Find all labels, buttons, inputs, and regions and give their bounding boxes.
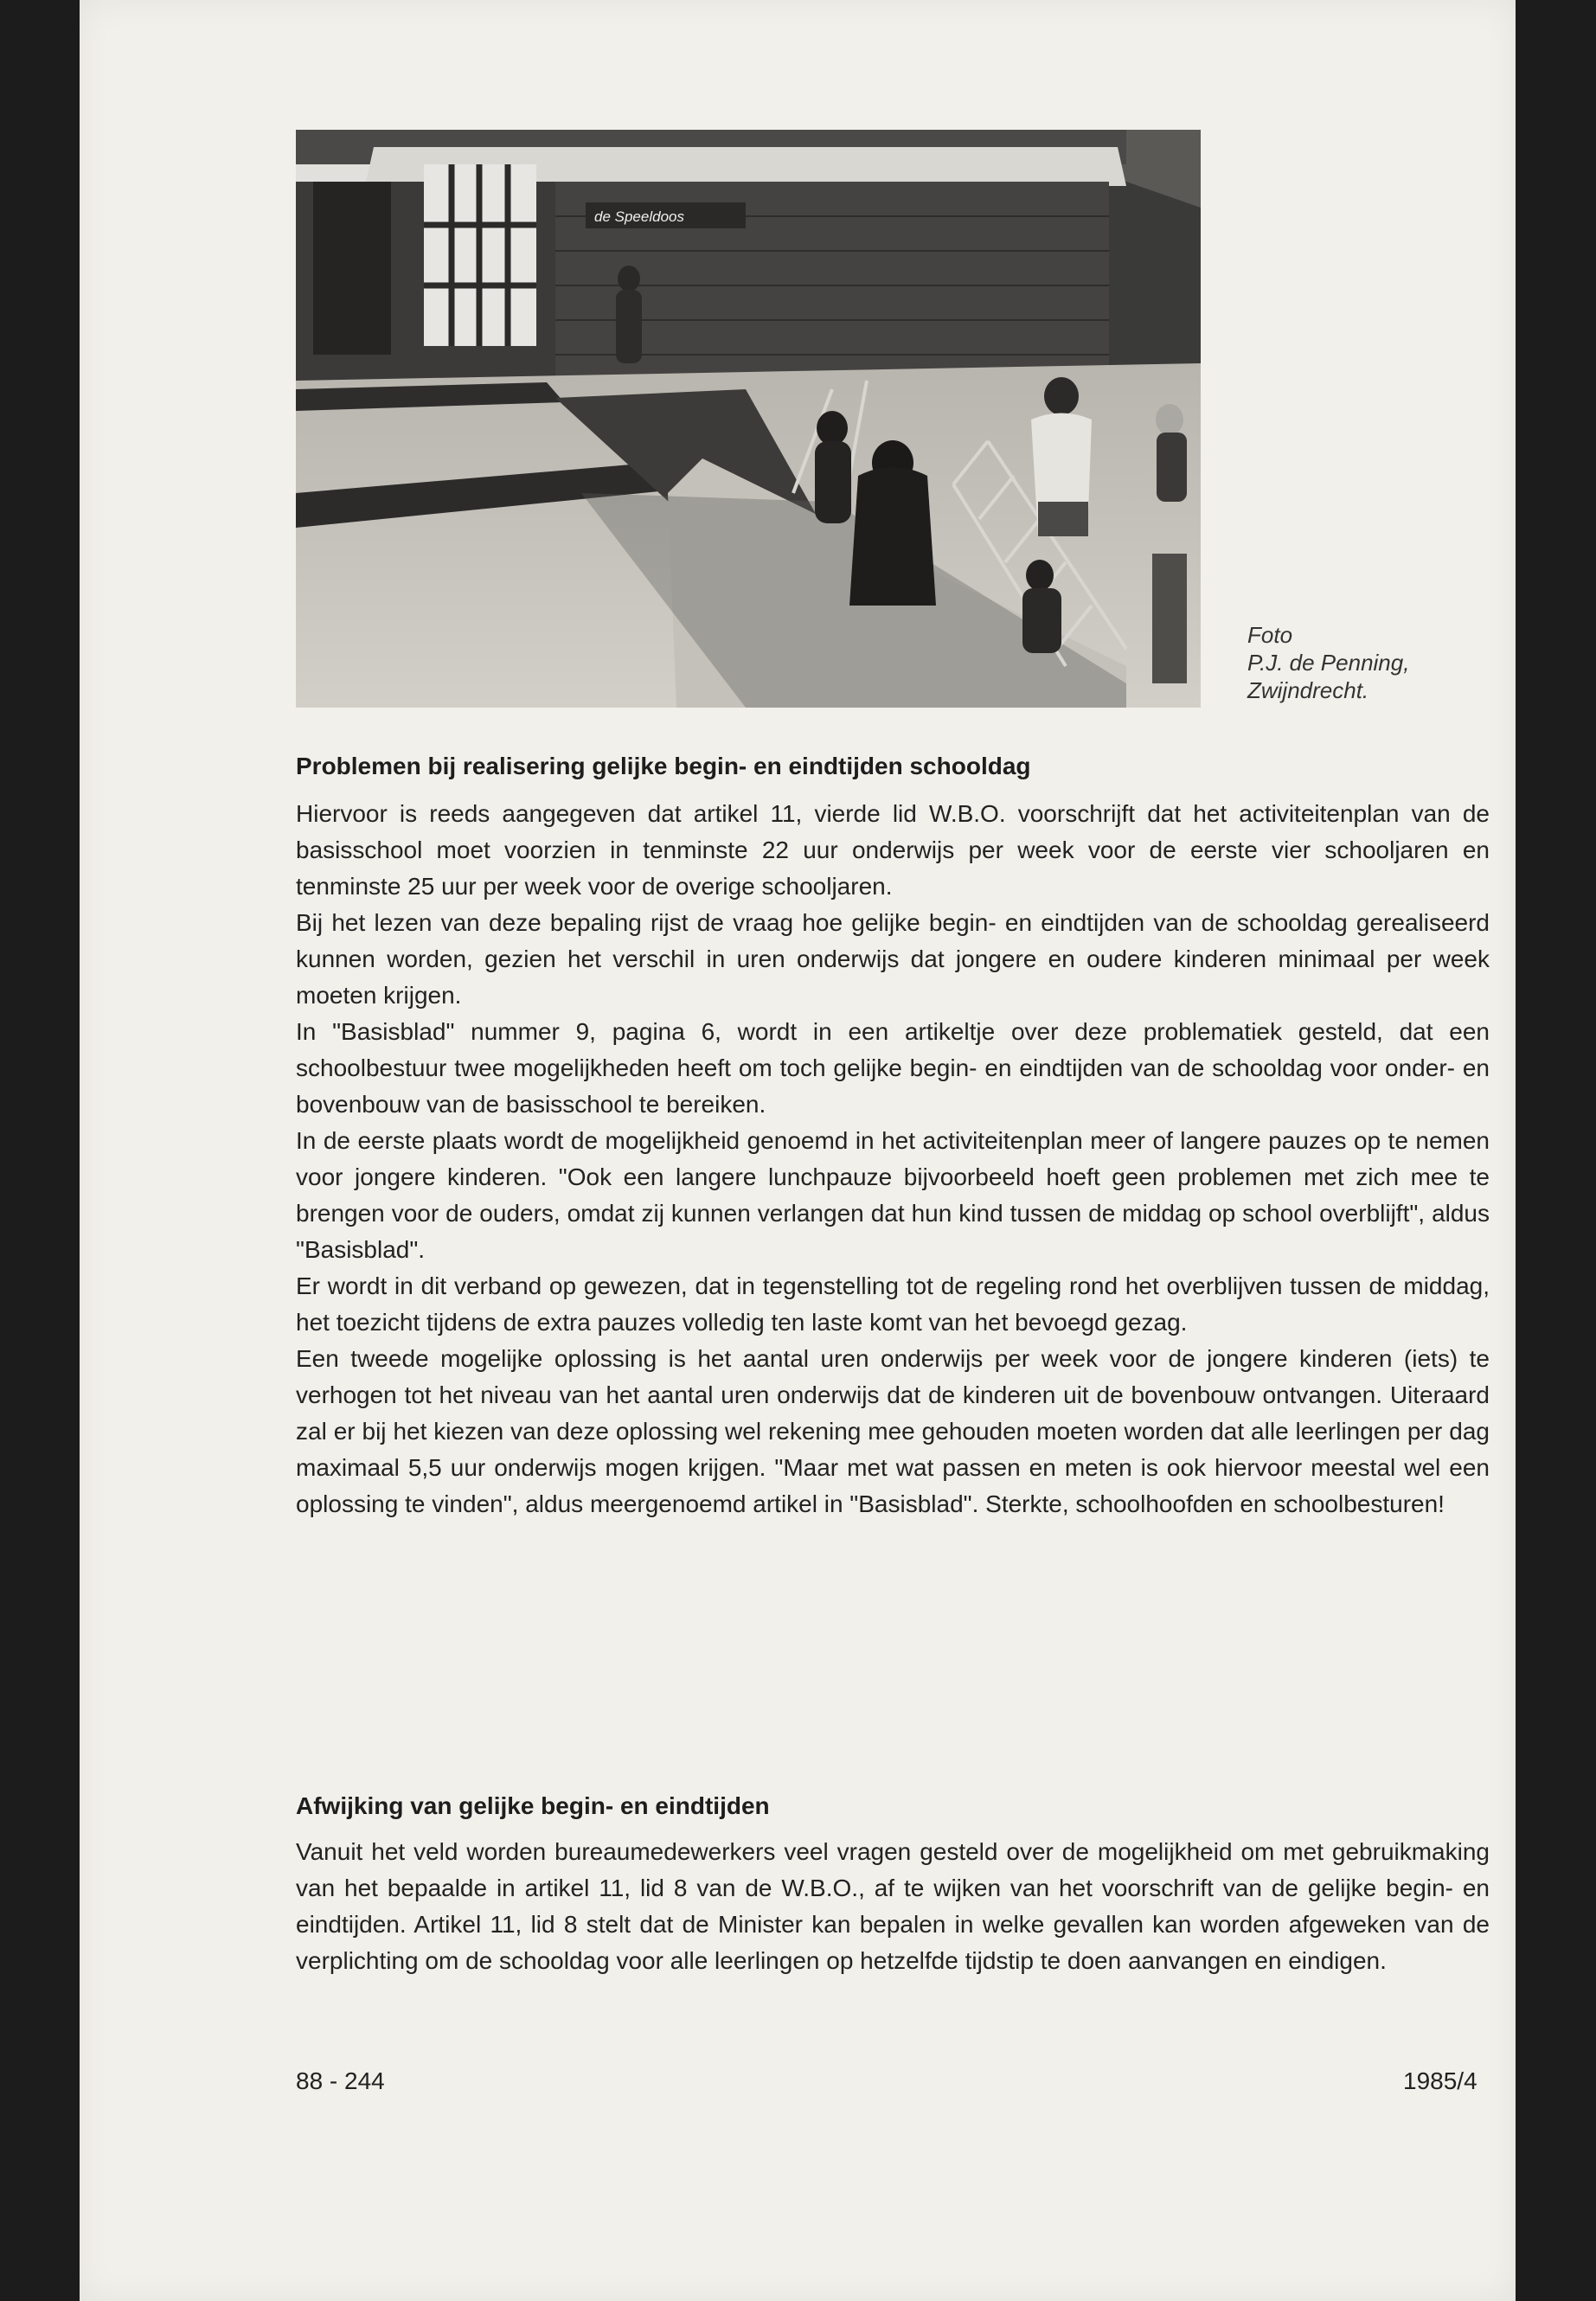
paragraph: Bij het lezen van deze bepaling rijst de vraag hoe gelijke begin- en eindtijden van de schooldag gerealiseerd kunnen worden, gezien het verschil in uren onderwijs dat jongere en oudere kinderen minimaal per week moeten krijgen.: [296, 909, 1490, 1009]
paragraph: Er wordt in dit verband op gewezen, dat in tegenstelling tot de regeling rond het overblijven tussen de middag, het toezicht tijdens de extra pauzes volledig ten laste komt van het bevoegd gezag.: [296, 1272, 1490, 1336]
paragraph: Een tweede mogelijke oplossing is het aantal uren onderwijs per week voor de jongere kinderen (iets) te verhogen tot het niveau van het aantal uren onderwijs dat de kinderen uit de bovenbouw ontvangen. Uiteraard zal er bij het kiezen van deze oplossing wel rekening mee gehouden moeten worden dat alle leerlingen per dag maximaal 5,5 uur onderwijs mogen krijgen. "Maar met wat passen en meten is ook hiervoor meestal wel een oplossing te vinden", aldus meergenoemd artikel in "Basisblad". Sterkte, schoolhoofden en schoolbesturen!: [296, 1345, 1490, 1517]
photo-credit-line: Foto: [1247, 622, 1293, 648]
scanned-page: [80, 0, 1516, 2301]
section-heading: Afwijking van gelijke begin- en eindtijden: [296, 1792, 770, 1819]
paragraph: Hiervoor is reeds aangegeven dat artikel 11, vierde lid W.B.O. voorschrijft dat het activiteitenplan van de basisschool moet voorzien in tenminste 22 uur onderwijs per week voor de eerste vier schooljaren en tenminste 25 uur per week voor de overige schooljaren.: [296, 800, 1490, 900]
school-photo: [296, 130, 1201, 708]
issue-number: 1985/4: [1403, 2067, 1477, 2094]
photo-sign-text: de Speeldoos: [594, 208, 684, 225]
photo-credit-line: P.J. de Penning,: [1247, 650, 1410, 676]
section-body: [296, 796, 1490, 1522]
photo-credit: [1247, 621, 1533, 704]
section-heading: Problemen bij realisering gelijke begin- en eindtijden schooldag: [296, 753, 1031, 779]
paragraph: In de eerste plaats wordt de mogelijkheid genoemd in het activiteitenplan meer of langere pauzes op te nemen voor jongere kinderen. "Ook een langere lunchpauze bijvoorbeeld hoeft geen problemen met zich mee te brengen voor de ouders, omdat zij kunnen verlangen dat hun kind tussen de middag op school overblijft", aldus "Basisblad".: [296, 1127, 1490, 1263]
paragraph: In "Basisblad" nummer 9, pagina 6, wordt in een artikeltje over deze problematiek gesteld, dat een schoolbestuur twee mogelijkheden heeft om toch gelijke begin- en eindtijden van de schooldag voor onder- en bovenbouw van de basisschool te bereiken.: [296, 1018, 1490, 1118]
paragraph: Vanuit het veld worden bureaumedewerkers veel vragen gesteld over de mogelijkheid om met gebruikmaking van het bepaalde in artikel 11, lid 8 van de W.B.O., af te wijken van het voorschrift van de gelijke begin- en eindtijden. Artikel 11, lid 8 stelt dat de Minister kan bepalen in welke gevallen kan worden afgeweken van de verplichting om de schooldag voor alle leerlingen op hetzelfde tijdstip te doen aanvangen en eindigen.: [296, 1838, 1490, 1974]
photo-credit-line: Zwijndrecht.: [1247, 677, 1369, 703]
page-number: 88 - 244: [296, 2067, 385, 2094]
section-body: [296, 1834, 1490, 1979]
